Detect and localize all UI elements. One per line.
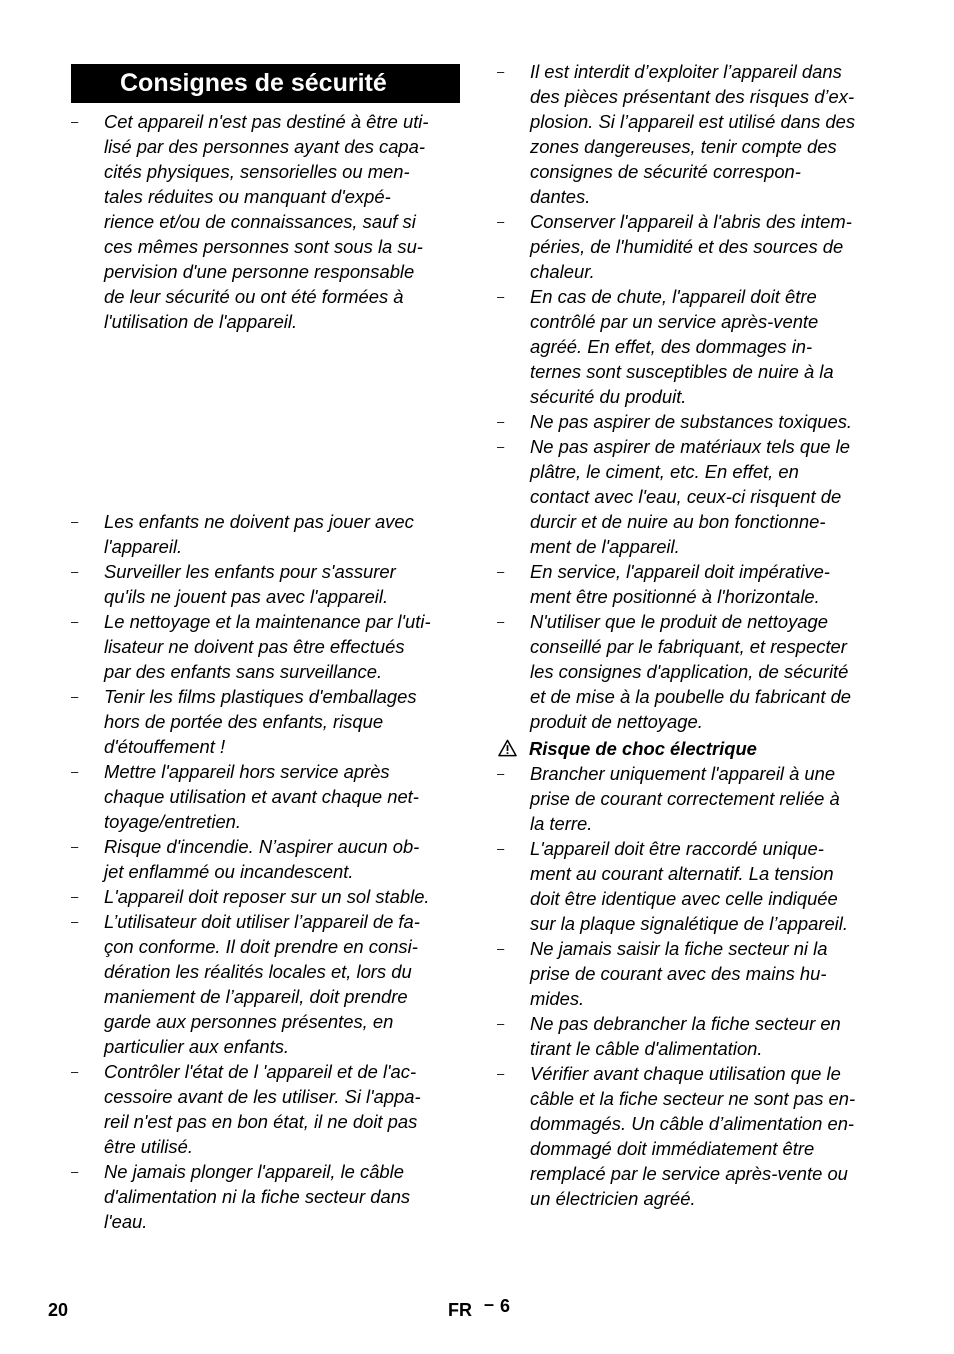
text-line: l'appareil. [104,536,183,557]
list-item [71,559,460,609]
text-line: rience et/ou de connaissances, sauf si [104,211,416,232]
text-line: un électricien agréé. [530,1188,696,1209]
list-dash: – [71,114,79,129]
list-dash: – [497,64,505,79]
list-item [497,1011,887,1061]
list-item-text [104,834,460,884]
list-dash: – [71,1064,79,1079]
list-item-text [530,434,887,559]
list-item [71,609,460,684]
text-line: çon conforme. Il doit prendre en consi- [104,936,418,957]
list-item [71,509,460,559]
list-dash: – [71,514,79,529]
list-dash: – [497,414,505,429]
list-dash: – [71,914,79,929]
text-line: En service, l'appareil doit impérative- [530,561,830,582]
text-line: Surveiller les enfants pour s'assurer [104,561,396,582]
list-item [497,434,887,559]
text-line: L'appareil doit être raccordé unique- [530,838,824,859]
list-item-text [530,761,887,836]
text-line: cessoire avant de les utiliser. Si l'appa- [104,1086,421,1107]
list-item-text [104,1159,460,1234]
text-line: ment au courant alternatif. La tension [530,863,834,884]
text-line: péries, de l'humidité et des sources de [530,236,844,257]
section-title: Consignes de sécurité [71,64,460,103]
text-line: cités physiques, sensorielles ou men- [104,161,410,182]
list-item-text [530,559,887,609]
text-line: Ne pas aspirer de matériaux tels que le [530,436,850,457]
left-column-lower [71,509,460,1234]
text-line: dommagé doit immédiatement être [530,1138,815,1159]
text-line: Ne pas aspirer de substances toxiques. [530,411,853,432]
text-line: Risque d'incendie. N’aspirer aucun ob- [104,836,420,857]
text-line: agréé. En effet, des dommages in- [530,336,813,357]
list-item-text [104,884,460,909]
list-item-text [104,684,460,759]
list-dash: – [71,1164,79,1179]
page-number: 20 [48,1300,69,1320]
text-line: de leur sécurité ou ont été formées à [104,286,404,307]
text-line: doit être identique avec celle indiquée [530,888,838,909]
list-item-text [530,284,887,409]
list-item [71,684,460,759]
text-line: Ne jamais plonger l'appareil, le câble [104,1161,404,1182]
text-line: dantes. [530,186,591,207]
list-item [497,409,887,434]
text-line: sur la plaque signalétique de l’appareil. [530,913,848,934]
text-line: qu'ils ne jouent pas avec l'appareil. [104,586,389,607]
list-item-text [530,936,887,1011]
list-item [71,909,460,1059]
text-line: Vérifier avant chaque utilisation que le [530,1063,841,1084]
list-item [71,109,460,334]
text-line: la terre. [530,813,593,834]
text-line: L'appareil doit reposer sur un sol stable. [104,886,430,907]
list-item [71,834,460,884]
list-item-text [530,1061,887,1211]
warning-triangle-icon [498,739,517,757]
text-line: d'étouffement ! [104,736,226,757]
text-line: ternes sont susceptibles de nuire à la [530,361,834,382]
text-line: l'utilisation de l'appareil. [104,311,298,332]
text-line: chaque utilisation et avant chaque net- [104,786,419,807]
list-item [497,284,887,409]
list-item [71,1059,460,1159]
list-item [497,936,887,1011]
text-line: produit de nettoyage. [530,711,703,732]
list-item-text [530,59,887,209]
text-line: Brancher uniquement l'appareil à une [530,763,836,784]
list-dash: – [71,689,79,704]
text-line: être utilisé. [104,1136,193,1157]
list-item-text [104,509,460,559]
text-line: jet enflammé ou incandescent. [104,861,354,882]
text-line: sécurité du produit. [530,386,687,407]
text-line: En cas de chute, l'appareil doit être [530,286,817,307]
list-dash: – [71,889,79,904]
list-item-text [104,109,460,334]
list-item [497,609,887,734]
text-line: câble et la fiche secteur ne sont pas en- [530,1088,856,1109]
list-item [497,59,887,209]
list-dash: – [497,614,505,629]
text-line: lisateur ne doivent pas être effectués [104,636,405,657]
text-line: lisé par des personnes ayant des capa- [104,136,426,157]
list-dash: – [497,941,505,956]
text-line: maniement de l’appareil, doit prendre [104,986,408,1007]
text-line: tales réduites ou manquant d'expé- [104,186,391,207]
list-dash: – [71,764,79,779]
text-line: Ne jamais saisir la fiche secteur ni la [530,938,828,959]
list-dash: – [497,766,505,781]
list-dash: – [71,839,79,854]
text-line: des pièces présentant des risques d’ex- [530,86,855,107]
list-item [71,759,460,834]
text-line: prise de courant avec des mains hu- [530,963,827,984]
text-line: Tenir les films plastiques d'emballages [104,686,417,707]
list-dash: – [497,439,505,454]
list-dash: – [497,214,505,229]
list-item-text [530,1011,887,1061]
list-dash: – [497,564,505,579]
list-item [497,1061,887,1211]
text-line: Contrôler l'état de l 'appareil et de l'ac- [104,1061,417,1082]
text-line: remplacé par le service après-vente ou [530,1163,848,1184]
list-dash: – [71,564,79,579]
text-line: d'alimentation ni la fiche secteur dans [104,1186,411,1207]
list-dash: – [497,841,505,856]
text-line: l'eau. [104,1211,148,1232]
text-line: prise de courant correctement reliée à [530,788,840,809]
electric-shock-heading [497,736,887,761]
text-line: toyage/entretien. [104,811,242,832]
text-line: dération les réalités locales et, lors du [104,961,412,982]
list-item-text [104,759,460,834]
text-line: N'utiliser que le produit de nettoyage [530,611,828,632]
text-line: les consignes d'application, de sécurité [530,661,849,682]
text-line: Conserver l'appareil à l'abris des intem- [530,211,852,232]
text-line: durcir et de nuire au bon fonctionne- [530,511,826,532]
list-item [71,1159,460,1234]
right-column [497,59,887,1211]
text-line: Ne pas debrancher la fiche secteur en [530,1013,841,1034]
list-item-text [530,209,887,284]
left-column [71,109,460,334]
list-item [497,559,887,609]
list-item-text [104,909,460,1059]
list-item-text [530,609,887,734]
text-line: plâtre, le ciment, etc. En effet, en [530,461,799,482]
text-line: Cet appareil n'est pas destiné à être uti- [104,111,429,132]
text-line: ces mêmes personnes sont sous la su- [104,236,423,257]
text-line: contact avec l'eau, ceux-ci risquent de [530,486,842,507]
text-line: garde aux personnes présentes, en [104,1011,394,1032]
electric-shock-heading-text: Risque de choc électrique [529,738,757,759]
sub-page-number: 6 [500,1296,511,1316]
text-line: Mettre l'appareil hors service après [104,761,390,782]
text-line: par des enfants sans surveillance. [104,661,383,682]
list-dash: – [497,289,505,304]
language-code: FR [448,1300,472,1320]
list-item-text [104,559,460,609]
list-item [497,761,887,836]
list-item [497,836,887,936]
text-line: mides. [530,988,585,1009]
text-line: tirant le câble d'alimentation. [530,1038,763,1059]
list-dash: – [497,1016,505,1031]
text-line: reil n'est pas en bon état, il ne doit pas [104,1111,418,1132]
text-line: plosion. Si l’appareil est utilisé dans des [530,111,856,132]
list-dash: – [71,614,79,629]
list-item [497,209,887,284]
text-line: L’utilisateur doit utiliser l’appareil de fa- [104,911,420,932]
page-separator: – [484,1294,495,1314]
text-line: Il est interdit d’exploiter l’appareil dans [530,61,842,82]
text-line: zones dangereuses, tenir compte des [530,136,837,157]
list-item-text [104,609,460,684]
text-line: consignes de sécurité correspon- [530,161,801,182]
text-line: ment de l'appareil. [530,536,680,557]
text-line: ment être positionné à l'horizontale. [530,586,820,607]
list-item-text [530,836,887,936]
text-line: hors de portée des enfants, risque [104,711,384,732]
text-line: Le nettoyage et la maintenance par l'uti- [104,611,431,632]
list-dash: – [497,1066,505,1081]
text-line: conseillé par le fabriquant, et respecter [530,636,847,657]
text-line: chaleur. [530,261,595,282]
text-line: particulier aux enfants. [104,1036,290,1057]
text-line: Les enfants ne doivent pas jouer avec [104,511,414,532]
list-item [71,884,460,909]
list-item-text [530,409,887,434]
text-line: pervision d'une personne responsable [104,261,415,282]
text-line: contrôlé par un service après-vente [530,311,819,332]
list-item-text [104,1059,460,1159]
text-line: et de mise à la poubelle du fabricant de [530,686,852,707]
text-line: dommagés. Un câble d’alimentation en- [530,1113,855,1134]
